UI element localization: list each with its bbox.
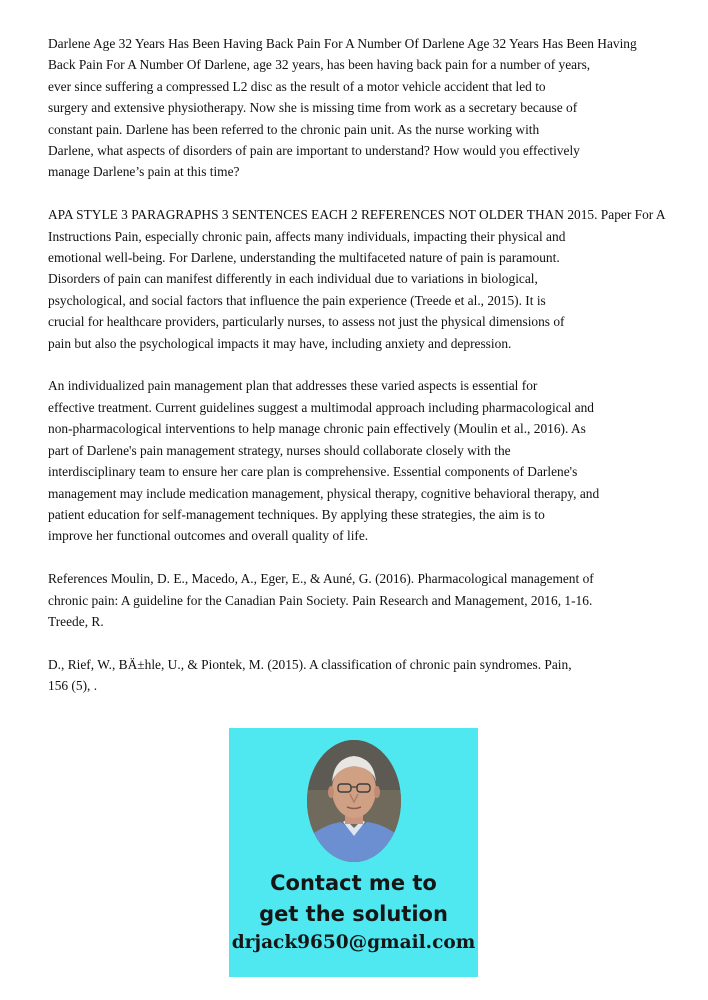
text-line: management may include medication management, physical therapy, cognitive behavioral therapy, and bbox=[48, 485, 600, 501]
contact-email-link[interactable]: drjack9650@gmail.com bbox=[231, 932, 476, 953]
text-line: crucial for healthcare providers, particularly nurses, to assess not just the physical dimensions of bbox=[48, 314, 565, 330]
text-line: interdisciplinary team to ensure her care plan is comprehensive. Essential components of Darlene's bbox=[48, 464, 578, 480]
text-line: Darlene Age 32 Years Has Been Having Back Pain For A Number Of Darlene Age 32 Years Has Been Having bbox=[48, 36, 637, 51]
text-line: psychological, and social factors that influence the pain experience (Treede et al., 2015). It is bbox=[48, 292, 546, 308]
text-line: Back Pain For A Number Of Darlene, age 32 years, has been having back pain for a number of years, bbox=[48, 57, 591, 73]
text-line: Darlene, what aspects of disorders of pain are important to understand? How would you effectively bbox=[48, 143, 580, 159]
paragraph-reference-continued bbox=[48, 654, 708, 697]
text-line: emotional well-being. For Darlene, understanding the multifaceted nature of pain is paramount. bbox=[48, 250, 560, 266]
text-line: surgery and extensive physiotherapy. Now she is missing time from work as a secretary because of bbox=[48, 100, 578, 116]
portrait-photo bbox=[307, 740, 401, 862]
ad-headline-line2: get the solution bbox=[259, 902, 448, 926]
text-line: constant pain. Darlene has been referred to the chronic pain unit. As the nurse working with bbox=[48, 121, 540, 137]
paragraph-management bbox=[48, 375, 708, 546]
paragraph-instructions bbox=[48, 204, 708, 354]
ad-headline bbox=[229, 868, 478, 930]
text-line: part of Darlene's pain management strategy, nurses should collaborate closely with the bbox=[48, 442, 511, 458]
text-line: APA STYLE 3 PARAGRAPHS 3 SENTENCES EACH 2 REFERENCES NOT OLDER THAN 2015. Paper For A bbox=[48, 207, 666, 223]
text-line: non-pharmacological interventions to help manage chronic pain effectively (Moulin et al., 2016). As bbox=[48, 421, 586, 437]
text-line: improve her functional outcomes and overall quality of life. bbox=[48, 528, 369, 544]
paragraph-references bbox=[48, 568, 708, 632]
text-line: pain but also the psychological impacts it may have, including anxiety and depression. bbox=[48, 335, 512, 351]
text-line: 156 (5), . bbox=[48, 678, 98, 694]
text-line: Treede, R. bbox=[48, 613, 104, 629]
document-body bbox=[48, 33, 708, 718]
text-line: An individualized pain management plan that addresses these varied aspects is essential for bbox=[48, 378, 538, 394]
text-line: Instructions Pain, especially chronic pain, affects many individuals, impacting their physical and bbox=[48, 228, 566, 244]
text-line: chronic pain: A guideline for the Canadian Pain Society. Pain Research and Management, 2016, 1-16. bbox=[48, 592, 593, 608]
text-line: patient education for self-management techniques. By applying these strategies, the aim is to bbox=[48, 506, 545, 522]
person-portrait-icon bbox=[307, 740, 401, 862]
ad-headline-line1: Contact me to bbox=[270, 871, 437, 895]
text-line: References Moulin, D. E., Macedo, A., Eger, E., & Auné, G. (2016). Pharmacological management of bbox=[48, 571, 594, 587]
text-line: Disorders of pain can manifest differently in each individual due to variations in biological, bbox=[48, 271, 538, 287]
text-line: ever since suffering a compressed L2 disc as the result of a motor vehicle accident that led to bbox=[48, 78, 546, 94]
contact-ad-banner[interactable] bbox=[229, 728, 478, 977]
paragraph-question bbox=[48, 33, 708, 183]
text-line: effective treatment. Current guidelines suggest a multimodal approach including pharmacological and bbox=[48, 399, 594, 415]
text-line: D., Rief, W., BÄ±hle, U., & Piontek, M. (2015). A classification of chronic pain syndromes. Pain, bbox=[48, 656, 572, 672]
text-line: manage Darlene’s pain at this time? bbox=[48, 164, 240, 180]
